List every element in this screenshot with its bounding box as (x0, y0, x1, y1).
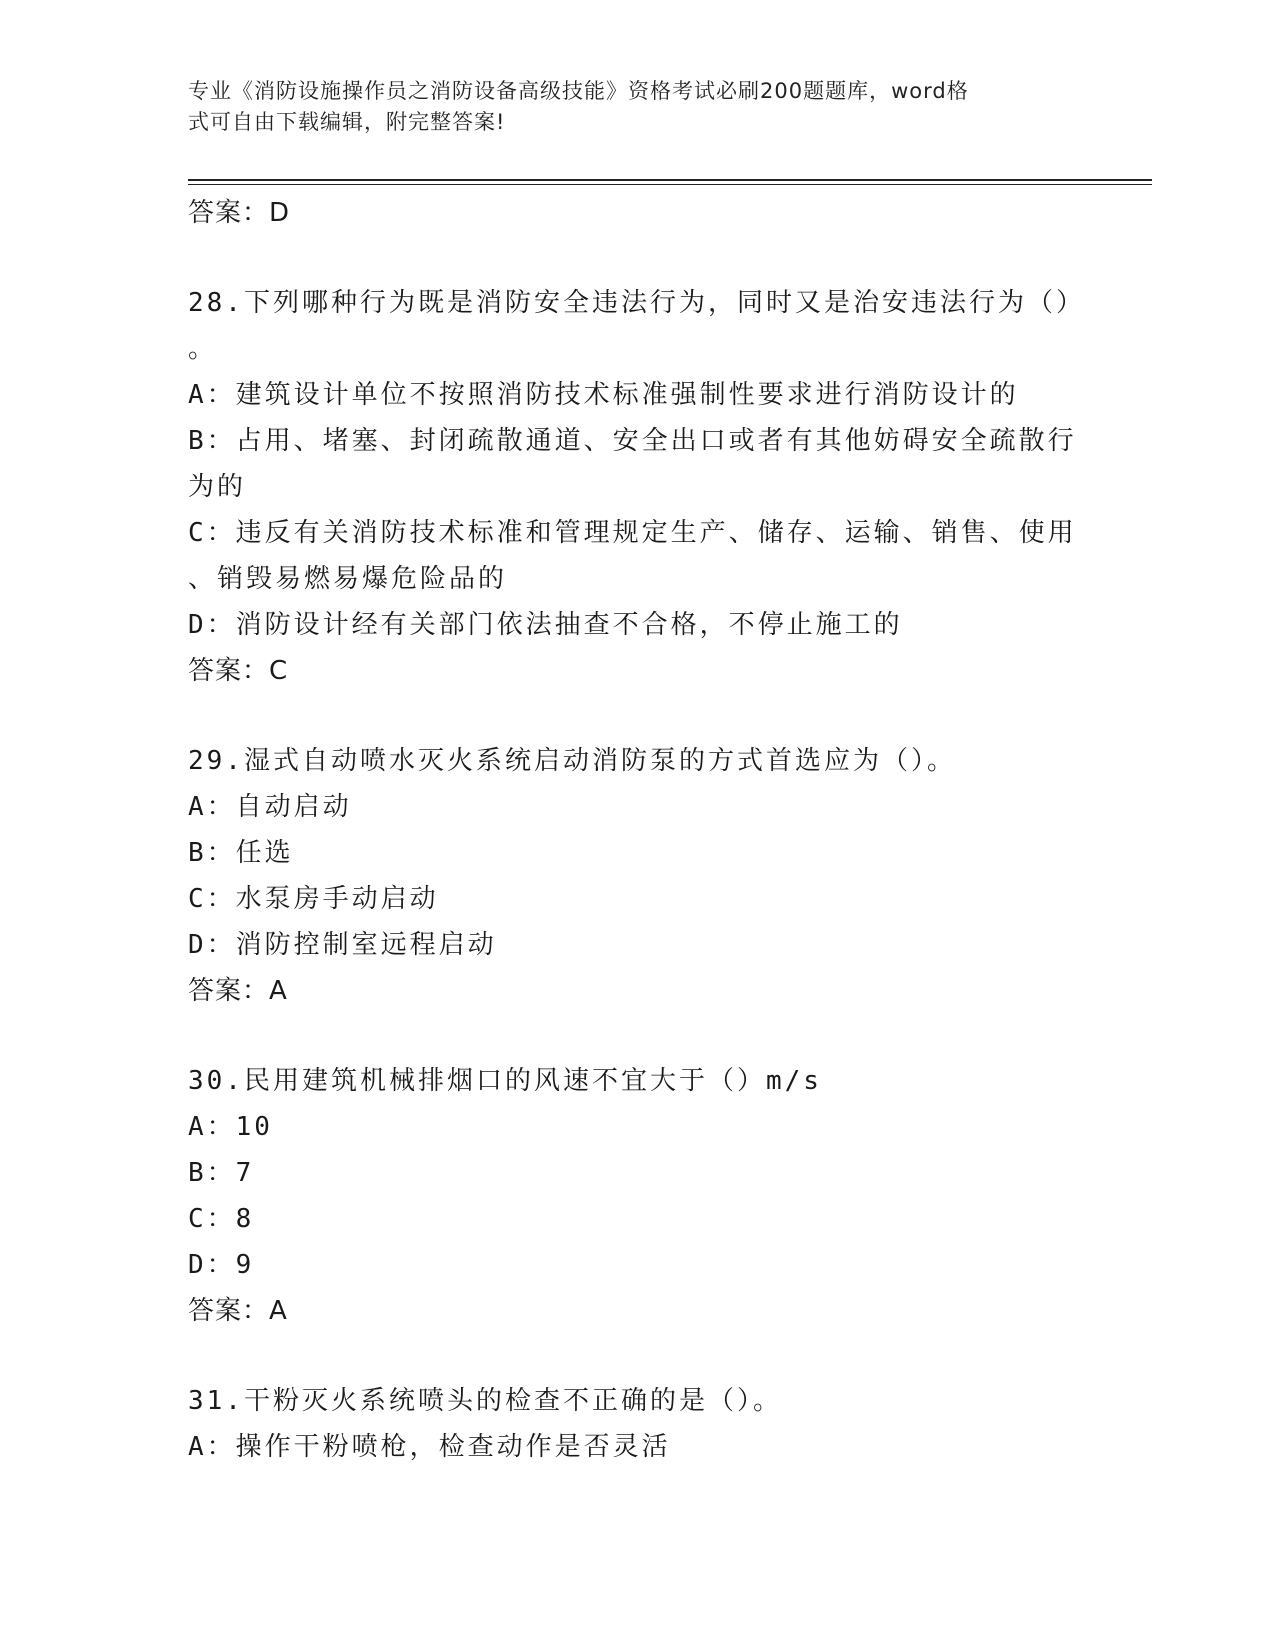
option-c: C：水泵房手动启动 (188, 884, 439, 914)
option-b-continued: 为的 (188, 472, 247, 502)
option-d: D：消防控制室远程启动 (188, 930, 497, 960)
option-b: B：占用、堵塞、封闭疏散通道、安全出口或者有其他妨碍安全疏散行 (188, 426, 1077, 456)
spacer (188, 1334, 1088, 1378)
previous-answer: 答案：D (188, 198, 291, 228)
question-text: 30.民用建筑机械排烟口的风速不宜大于（）m/s (188, 1066, 822, 1096)
question-text: 31.干粉灭火系统喷头的检查不正确的是（）。 (188, 1386, 782, 1416)
question-text: 29.湿式自动喷水灭火系统启动消防泵的方式首选应为（）。 (188, 746, 956, 776)
question-text-continued: 。 (188, 334, 218, 364)
header-line-2: 式可自由下载编辑，附完整答案! (188, 110, 506, 134)
header-divider-thin (188, 184, 1152, 185)
question-30 (188, 1058, 1088, 1334)
option-b: B：7 (188, 1158, 255, 1188)
question-29 (188, 738, 1088, 1014)
option-c-continued: 、销毁易燃易爆危险品的 (188, 564, 508, 594)
option-a: A：操作干粉喷枪，检查动作是否灵活 (188, 1432, 671, 1462)
option-a: A：建筑设计单位不按照消防技术标准强制性要求进行消防设计的 (188, 380, 1019, 410)
header-line-1: 专业《消防设施操作员之消防设备高级技能》资格考试必刷200题题库，word格 (188, 79, 969, 103)
option-a: A：自动启动 (188, 792, 352, 822)
spacer (188, 694, 1088, 738)
option-b: B：任选 (188, 838, 294, 868)
option-d: D：消防设计经有关部门依法抽查不合格，不停止施工的 (188, 610, 903, 640)
question-31 (188, 1378, 1088, 1470)
header-divider-thick (188, 179, 1152, 181)
spacer (188, 1014, 1088, 1058)
option-a: A：10 (188, 1112, 273, 1142)
question-text: 28.下列哪种行为既是消防安全违法行为，同时又是治安违法行为（） (188, 288, 1085, 318)
spacer (188, 236, 1088, 280)
document-header (188, 76, 1068, 138)
option-c: C：8 (188, 1204, 255, 1234)
answer: 答案：A (188, 976, 288, 1006)
option-d: D：9 (188, 1250, 255, 1280)
answer: 答案：C (188, 656, 289, 686)
answer: 答案：A (188, 1296, 288, 1326)
option-c: C：违反有关消防技术标准和管理规定生产、储存、运输、销售、使用 (188, 518, 1077, 548)
question-28 (188, 280, 1088, 694)
question-list (188, 190, 1088, 1470)
